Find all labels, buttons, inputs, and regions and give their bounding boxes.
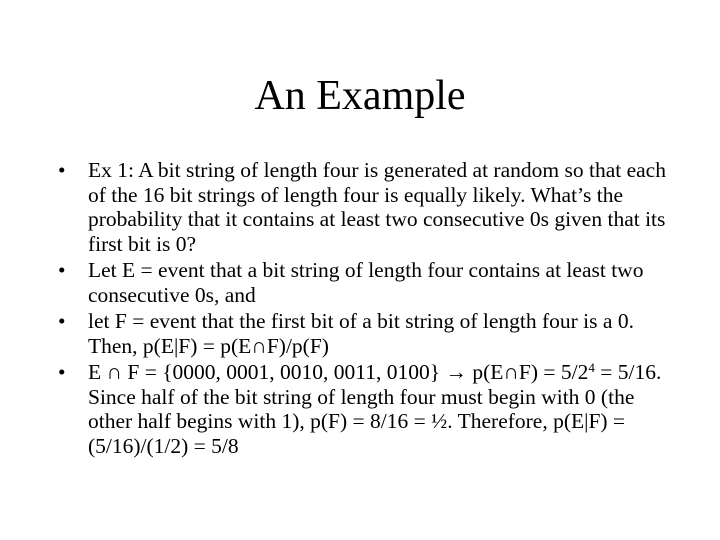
bullet-dot-icon: • [58,309,66,333]
bullet-list [58,158,678,460]
exponent: 4 [588,360,595,375]
bullet-item [58,258,678,307]
bullet-text: Let E = event that a bit string of length four contains at least two consecutive 0s, and [88,258,644,307]
bullet-text-part-1: E ∩ F = {0000, 0001, 0010, 0011, 0100} → p(E∩F) = 5/2 [88,360,589,384]
bullet-text-part-2: = 5/16. Since half of the bit string of length four must begin with 0 (the other half begins with 1), p(F) = 8/16 = ½. Therefore, p(E|F) = (5/16)/(1/2) = 5/8 [88,360,662,458]
bullet-text: let F = event that the first bit of a bit string of length four is a 0. Then, p(E|F) = p(E∩F)/p(F) [88,309,634,358]
bullet-item [58,158,678,256]
slide-title: An Example [254,73,466,119]
bullet-item [58,360,678,458]
bullet-item [58,309,678,358]
bullet-dot-icon: • [58,360,66,384]
bullet-dot-icon: • [58,258,66,282]
bullet-text: Ex 1: A bit string of length four is generated at random so that each of the 16 bit strings of length four is equally likely. What’s the probability that it contains at least two consecutive 0s given that its first bit is 0? [88,158,666,256]
bullet-dot-icon: • [58,158,66,182]
